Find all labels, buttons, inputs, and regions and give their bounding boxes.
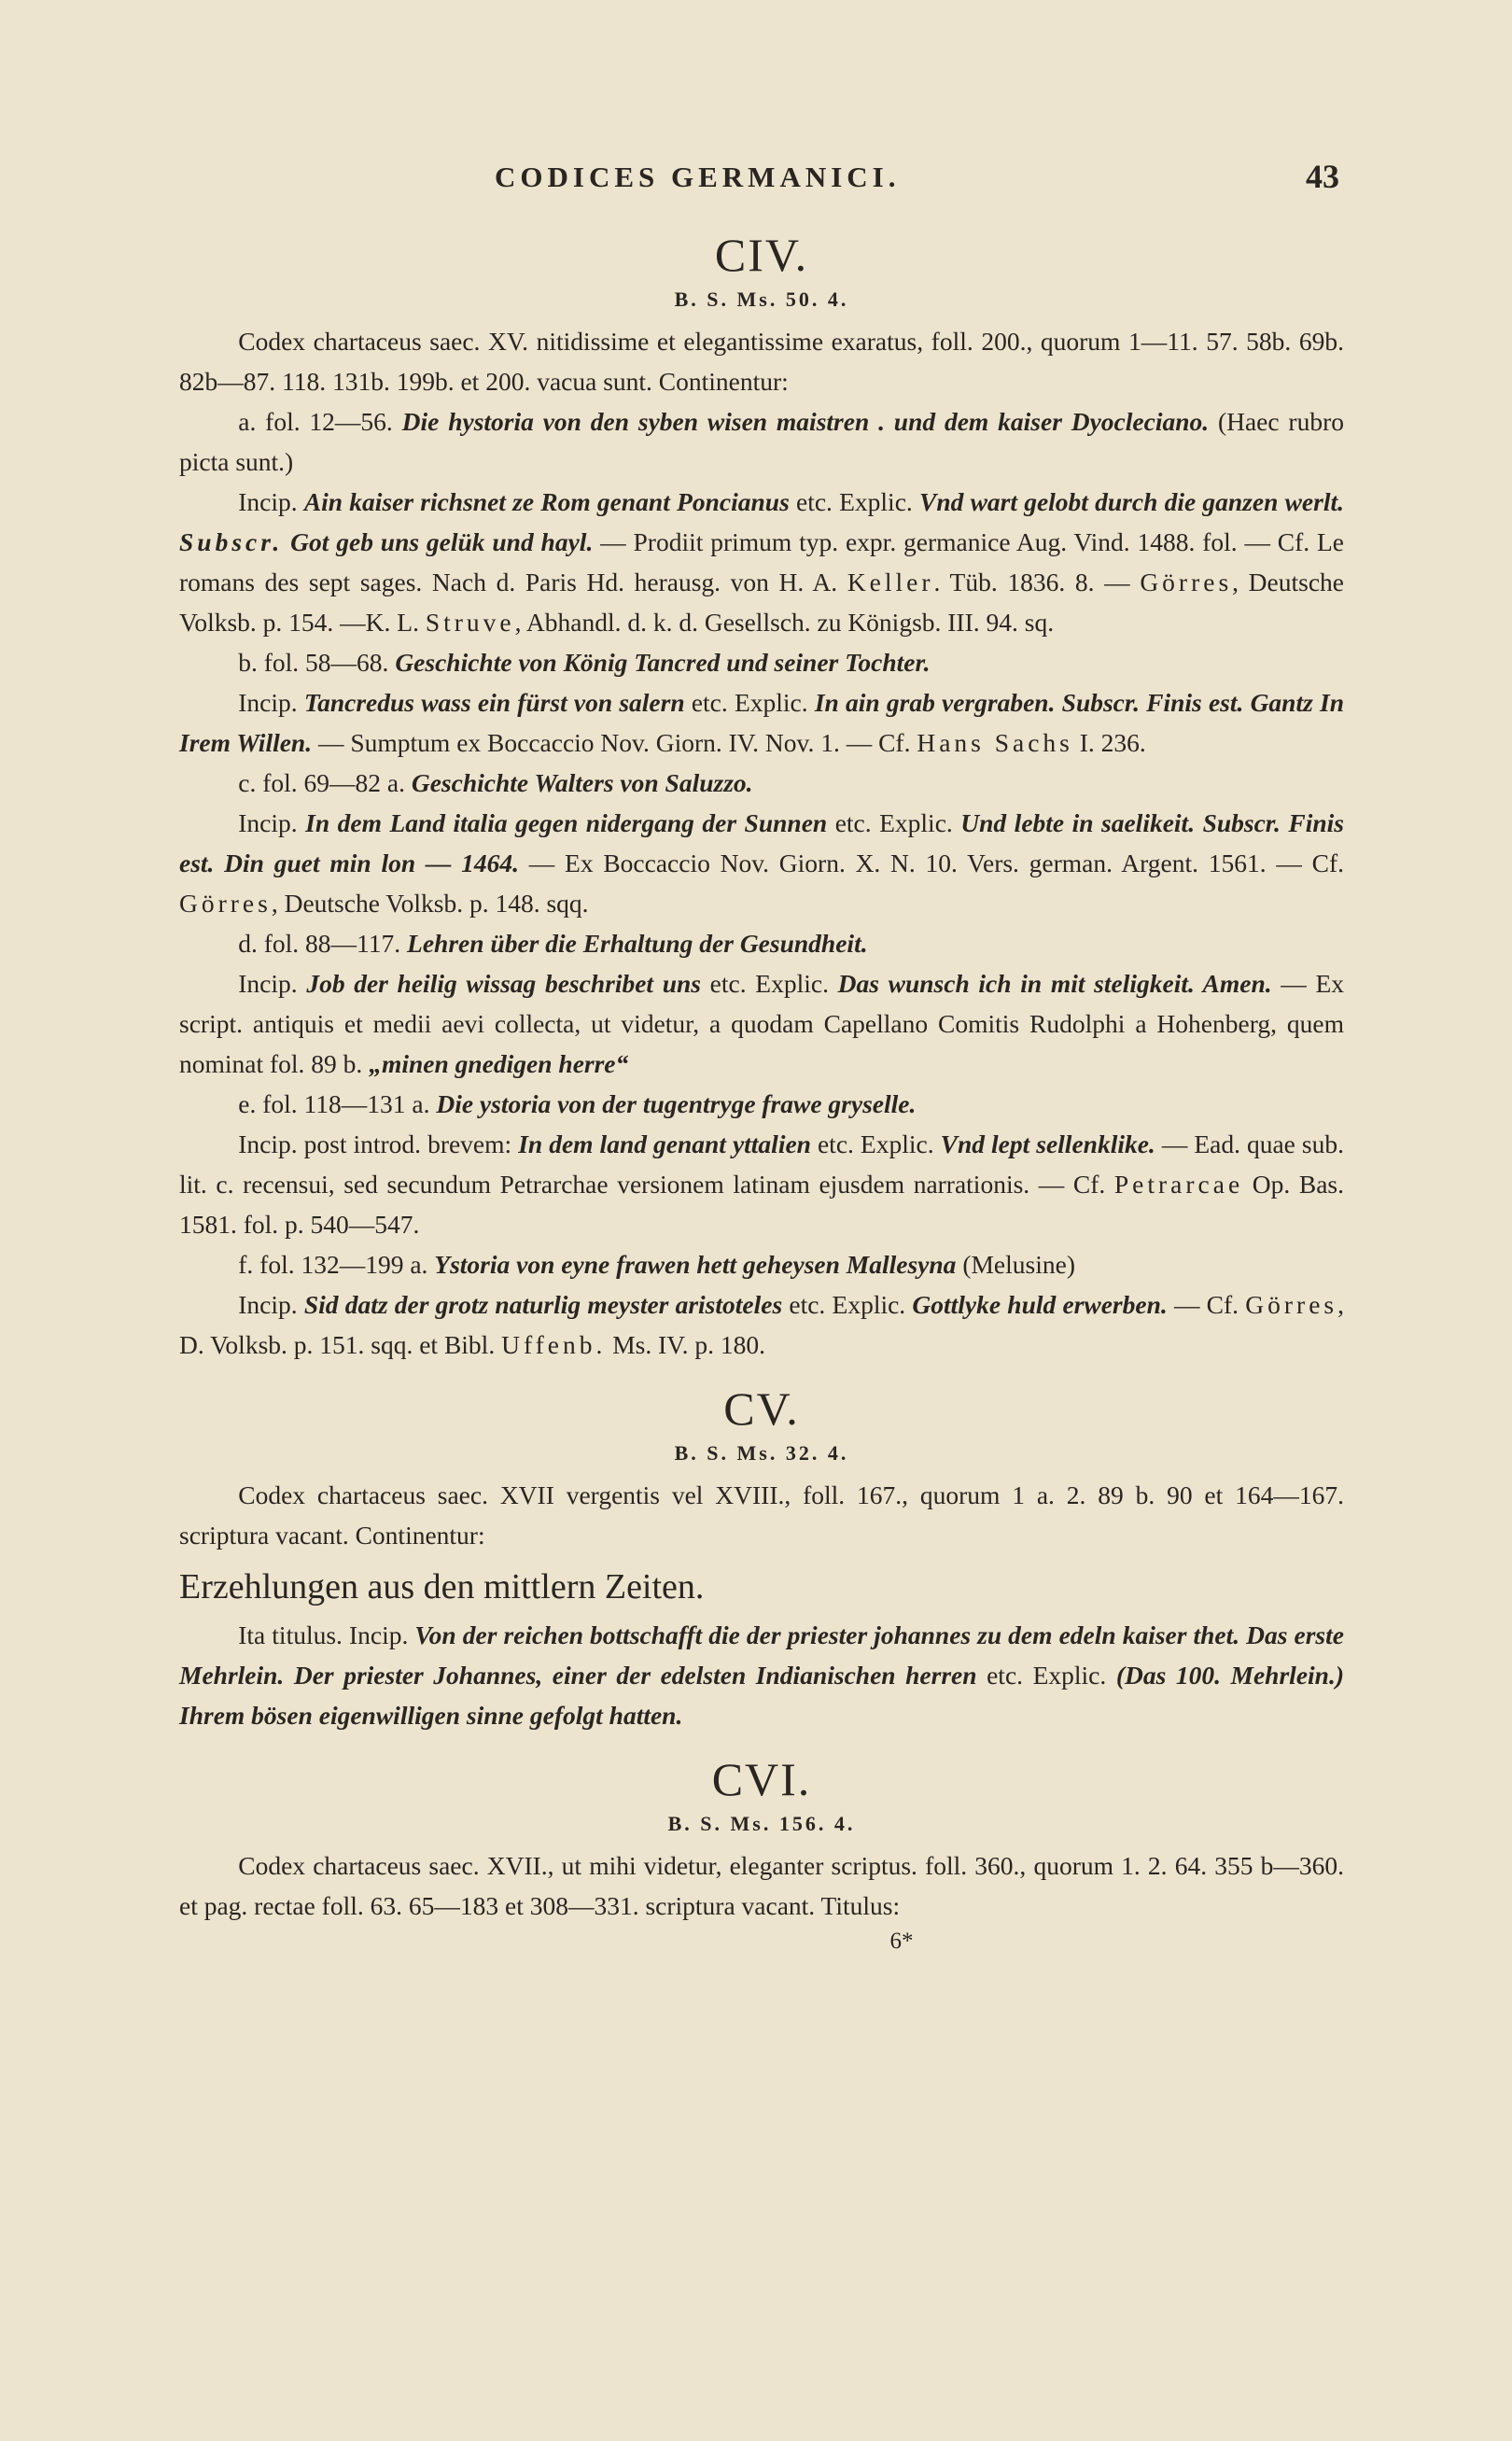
item-b-incipit: Incip. Tancredus wass ein fürst von salern etc. Explic. In ain grab vergraben. Subscr. Finis est. Gantz In Irem Willen. — Sumptum ex Boccaccio Nov. Giorn. IV. Nov. 1. — Cf. Hans Sachs I. 236.: [179, 688, 1344, 757]
page-number: 43: [1306, 158, 1339, 195]
shelfmark: B. S. Ms. 50. 4.: [674, 288, 849, 311]
item-f-title: f. fol. 132—199 a. Ystoria von eyne frawen hett geheysen Mallesyna (Melusine): [238, 1250, 1075, 1279]
item-f-incipit: Incip. Sid datz der grotz naturlig meyster aristoteles etc. Explic. Gottlyke huld erwerben. — Cf. Görres, D. Volksb. p. 151. sqq. et Bibl. Uffenb. Ms. IV. p. 180.: [179, 1290, 1344, 1359]
codex-entry-106: [179, 1752, 1344, 1926]
item-e-title: e. fol. 118—131 a. Die ystoria von der tugentryge frawe gryselle.: [238, 1089, 917, 1118]
item-d-incipit: Incip. Job der heilig wissag beschribet uns etc. Explic. Das wunsch ich in mit steligkeit. Amen. — Ex script. antiquis et medii aevi collecta, ut videtur, a quodam Capellano Comitis Rudolphi a Hohenberg, quem nominat fol. 89 b. „minen gnedigen herre“: [179, 969, 1344, 1078]
codex-entry-105: [179, 1382, 1344, 1735]
item-d-title: d. fol. 88—117. Lehren über die Erhaltung der Gesundheit.: [238, 929, 868, 958]
item-c-title: c. fol. 69—82 a. Geschichte Walters von Saluzzo.: [238, 768, 753, 797]
codex-entry-104: [179, 228, 1344, 1365]
signature-mark: 6*: [889, 1929, 914, 1954]
codex-description: Codex chartaceus saec. XV. nitidissime et elegantissime exaratus, foll. 200., quorum 1—11. 57. 58b. 69b. 82b—87. 118. 131b. 199b. et 200. vacua sunt. Continentur:: [179, 327, 1344, 396]
codex-description: Codex chartaceus saec. XVII., ut mihi videtur, eleganter scriptus. foll. 360., quorum 1. 2. 64. 355 b—360. et pag. rectae foll. 63. 65—183 et 308—331. scriptura vacant. Titulus:: [179, 1851, 1344, 1920]
codex-description: Codex chartaceus saec. XVII vergentis vel XVIII., foll. 167., quorum 1 a. 2. 89 b. 90 et 164—167. scriptura vacant. Continentur:: [179, 1480, 1344, 1550]
item-c-incipit: Incip. In dem Land italia gegen nidergang der Sunnen etc. Explic. Und lebte in saelikeit. Subscr. Finis est. Din guet min lon — 1464. — Ex Boccaccio Nov. Giorn. X. N. 10. Vers. german. Argent. 1561. — Cf. Görres, Deutsche Volksb. p. 148. sqq.: [179, 808, 1344, 918]
item-a-incipit: Incip. Ain kaiser richsnet ze Rom genant Poncianus etc. Explic. Vnd wart gelobt durch die ganzen werlt. Subscr. Got geb uns gelük und hayl. — Prodiit primum typ. expr. germanice Aug. Vind. 1488. fol. — Cf. Le romans des sept sages. Nach d. Paris Hd. herausg. von H. A. Keller. Tüb. 1836. 8. — Görres, Deutsche Volksb. p. 154. —K. L. Struve, Abhandl. d. k. d. Gesellsch. zu Königsb. III. 94. sq.: [179, 487, 1345, 637]
running-title: CODICES GERMANICI.: [495, 161, 901, 193]
text-block: [179, 220, 1344, 1957]
codex-number: CVI.: [711, 1753, 812, 1805]
work-incipit: Ita titulus. Incip. Von der reichen bottschafft die der priester johannes zu dem edeln kaiser thet. Das erste Mehrlein. Der priester Johannes, einer der edelsten Indianischen herren etc. Explic. (Das 100. Mehrlein.) Ihrem bösen eigenwilligen sinne gefolgt hatten.: [179, 1620, 1344, 1730]
shelfmark: B. S. Ms. 32. 4.: [674, 1441, 849, 1465]
work-title: Erzehlungen aus den mittlern Zeiten.: [179, 1567, 705, 1606]
shelfmark: B. S. Ms. 156. 4.: [667, 1812, 856, 1835]
codex-number: CV.: [723, 1382, 800, 1435]
item-a-title: a. fol. 12—56. Die hystoria von den syben wisen maistren . und dem kaiser Dyocleciano. (Haec rubro picta sunt.): [179, 407, 1345, 476]
running-header: [0, 158, 1512, 198]
codex-number: CIV.: [714, 229, 809, 281]
item-e-incipit: Incip. post introd. brevem: In dem land genant yttalien etc. Explic. Vnd lept sellenklike. — Ead. quae sub. lit. c. recensui, sed secundum Petrarchae versionem latinam ejusdem narrationis. — Cf. Petrarcae Op. Bas. 1581. fol. p. 540—547.: [179, 1129, 1344, 1239]
item-b-title: b. fol. 58—68. Geschichte von König Tancred und seiner Tochter.: [238, 648, 931, 677]
